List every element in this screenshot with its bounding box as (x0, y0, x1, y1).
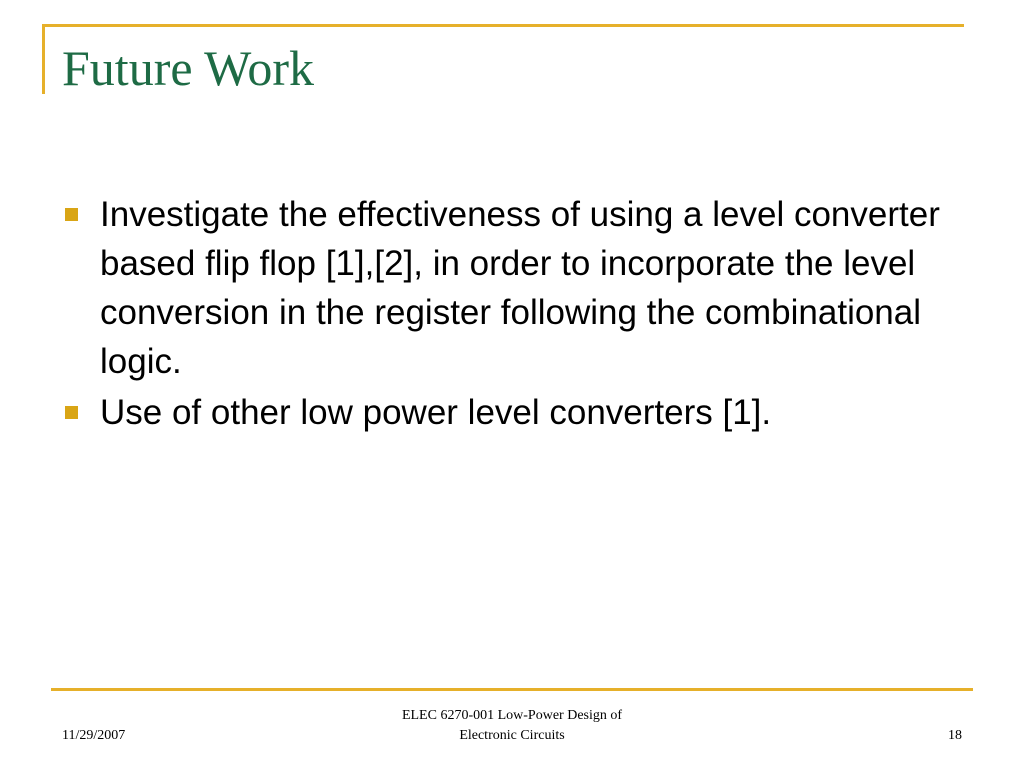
bullet-item-2 (62, 388, 952, 437)
footer-course-line-1: ELEC 6270-001 Low-Power Design of (401, 708, 623, 723)
top-accent-rule (42, 24, 964, 27)
slide-title: Future Work (62, 40, 314, 96)
footer-accent-rule (51, 688, 973, 691)
footer-page-number: 18 (948, 728, 962, 743)
square-bullet-icon (65, 208, 78, 221)
footer-course-line-2: Electronic Circuits (459, 728, 565, 743)
footer-date: 11/29/2007 (62, 728, 126, 743)
bullet-text-2: Use of other low power level converters [1]. (100, 393, 772, 432)
bullet-item-1 (62, 190, 952, 386)
footer-course-title (362, 706, 662, 746)
bullet-list (62, 190, 952, 439)
bullet-text-1: Investigate the effectiveness of using a level converter based flip flop [1],[2], in order to incorporate the level conversion in the register following the combinational logic. (100, 195, 940, 381)
left-accent-rule (42, 24, 45, 94)
square-bullet-icon (65, 406, 78, 419)
